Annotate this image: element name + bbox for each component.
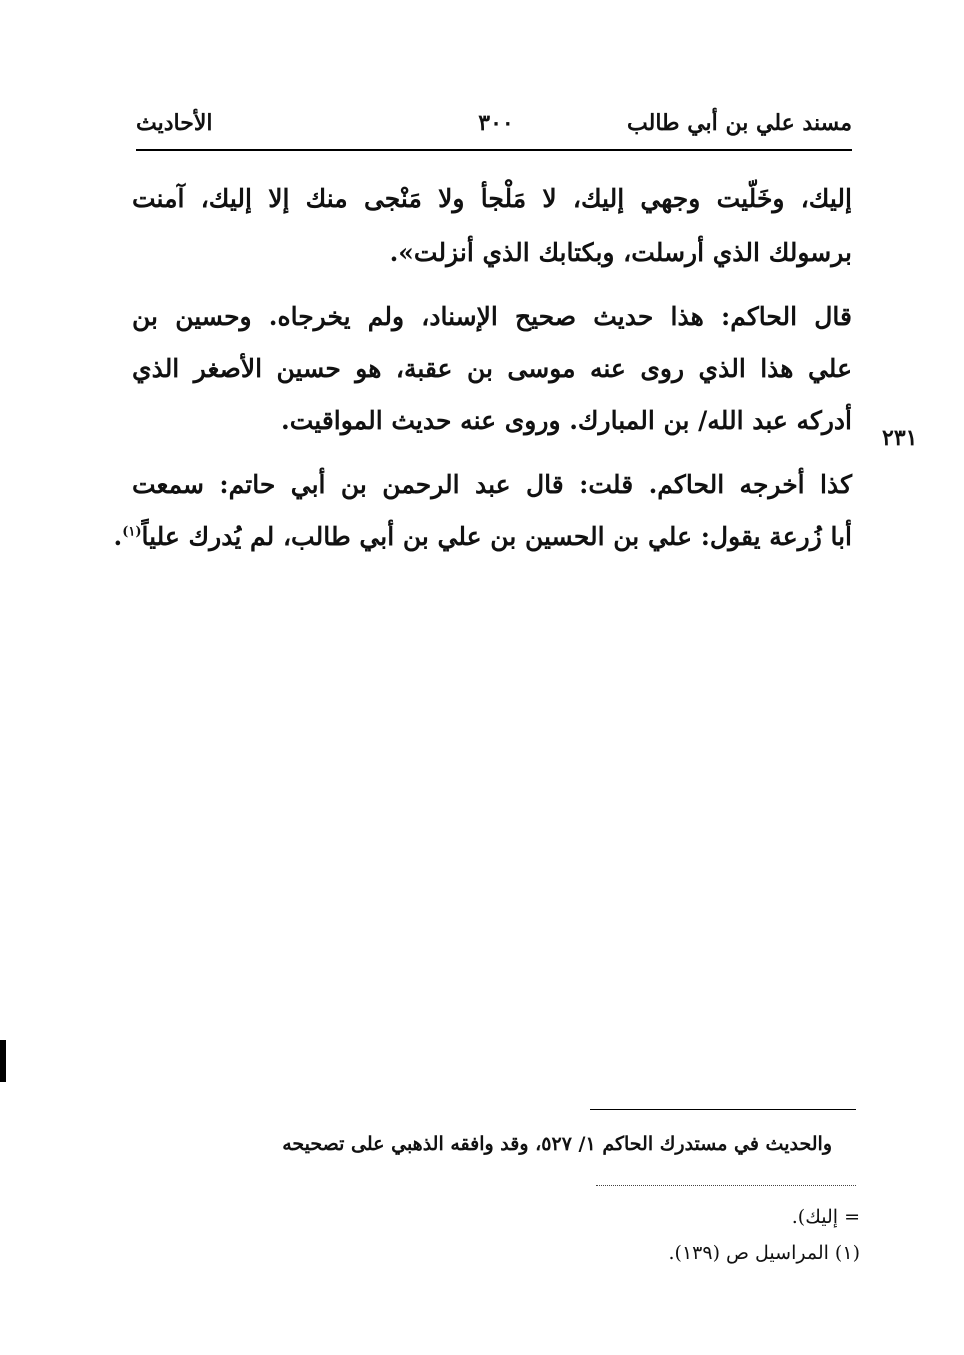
text-line: علي هذا الذي روى عنه موسى بن عقبة، هو حسين الأصغر الذي: [132, 354, 852, 383]
text-line: إليك، وخَلّيت وجهي إليك، لا مَلْجأ ولا مَنْجى منك إلا إليك، آمنت: [132, 184, 852, 213]
text-line: كذا أخرجه الحاكم. قلت: قال عبد الرحمن بن أبي حاتم: سمعت: [132, 470, 852, 499]
footnote-1: (١) المراسيل ص (١٣٩).: [668, 1242, 860, 1264]
footnote-separator: [596, 1185, 856, 1186]
text-line: قال الحاكم: هذا حديث صحيح الإسناد، ولم يخرجاه. وحسين بن: [132, 302, 852, 331]
section-title: الأحاديث: [136, 110, 213, 136]
trailing-period: .: [113, 522, 123, 551]
scan-edge-mark: [0, 1040, 6, 1082]
header-rule: [136, 149, 852, 151]
text-line-content: أبا زُرعة يقول: علي بن الحسين بن علي بن أبي طالب، لم يُدرك علياً: [141, 522, 852, 551]
handwritten-note: والحديث في مستدرك الحاكم ١/ ٥٢٧، وقد وافقه الذهبي على تصحيحه: [282, 1133, 832, 1155]
book-title: مسند علي بن أبي طالب: [627, 110, 852, 136]
footnote-reference: (١): [122, 524, 142, 540]
text-line: [113, 522, 852, 551]
margin-number: ٢٣١: [882, 425, 918, 451]
text-line: برسولك الذي أرسلت، وبكتابك الذي أنزلت».: [389, 238, 852, 267]
running-header: [136, 110, 852, 142]
text-line: أدركه عبد الله/ بن المبارك. وروى عنه حديث المواقيت.: [281, 406, 852, 435]
annotation-rule: [590, 1109, 856, 1110]
page-number: ٣٠٠: [478, 110, 514, 136]
footnote-continuation: = إليك).: [791, 1206, 860, 1228]
